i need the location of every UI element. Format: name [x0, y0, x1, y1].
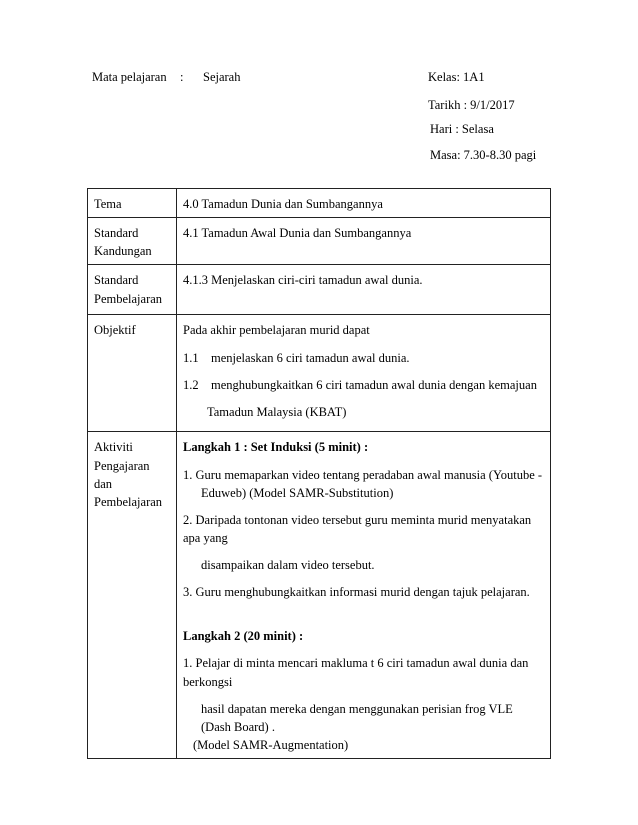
subject-colon: :	[180, 70, 184, 84]
step-1-item-1-cont: Eduweb) (Model SAMR-Substitution)	[201, 485, 394, 500]
lesson-plan-table	[87, 188, 551, 759]
objektif-intro: Pada akhir pembelajaran murid dapat	[183, 323, 370, 338]
objektif-item-2: 1.2 menghubungkaitkan 6 ciri tamadun awal dunia dengan kemajuan	[183, 377, 537, 392]
sk-label: Standard Kandungan	[88, 218, 177, 265]
step-2-item-1: 1. Pelajar di minta mencari makluma t 6 ciri tamadun awal dunia dan berkongsi	[183, 656, 529, 689]
sp-value: 4.1.3 Menjelaskan ciri-ciri tamadun awal dunia.	[177, 265, 551, 315]
time-info: Masa: 7.30-8.30 pagi	[430, 148, 537, 162]
step-1-title: Langkah 1 : Set Induksi (5 minit) :	[183, 440, 369, 455]
class-info: Kelas: 1A1	[428, 70, 485, 84]
row-objektif	[88, 315, 551, 432]
tema-value: 4.0 Tamadun Dunia dan Sumbangannya	[177, 189, 551, 218]
aktiviti-value	[177, 432, 551, 759]
step-1-item-2: 2. Daripada tontonan video tersebut guru meminta murid menyatakan apa yang	[183, 512, 532, 545]
step-2-item-1-cont-2: (Model SAMR-Augmentation)	[193, 737, 349, 752]
day-info: Hari : Selasa	[430, 122, 494, 136]
step-2-item-1-cont-1: hasil dapatan mereka dengan menggunakan perisian frog VLE (Dash Board) .	[201, 701, 513, 734]
sk-value: 4.1 Tamadun Awal Dunia dan Sumbangannya	[177, 218, 551, 265]
row-standard-pembelajaran	[88, 265, 551, 315]
row-tema	[88, 189, 551, 218]
step-2-title: Langkah 2 (20 minit) :	[183, 629, 304, 644]
objektif-label: Objektif	[88, 315, 177, 432]
objektif-value	[177, 315, 551, 432]
objektif-item-1: 1.1 menjelaskan 6 ciri tamadun awal dunia.	[183, 350, 410, 365]
aktiviti-label: Aktiviti Pengajaran dan Pembelajaran	[88, 432, 177, 759]
row-aktiviti	[88, 432, 551, 759]
tema-label: Tema	[88, 189, 177, 218]
step-1-item-1: 1. Guru memaparkan video tentang peradaban awal manusia (Youtube -	[183, 467, 543, 482]
sp-label: Standard Pembelajaran	[88, 265, 177, 315]
row-standard-kandungan	[88, 218, 551, 265]
subject-value: Sejarah	[203, 70, 241, 84]
objektif-item-2-cont: Tamadun Malaysia (KBAT)	[207, 404, 347, 419]
step-1-item-2-cont: disampaikan dalam video tersebut.	[201, 558, 375, 572]
step-1-item-3: 3. Guru menghubungkaitkan informasi murid dengan tajuk pelajaran.	[183, 585, 530, 600]
subject-label: Mata pelajaran	[92, 70, 167, 84]
date-info: Tarikh : 9/1/2017	[428, 98, 515, 112]
